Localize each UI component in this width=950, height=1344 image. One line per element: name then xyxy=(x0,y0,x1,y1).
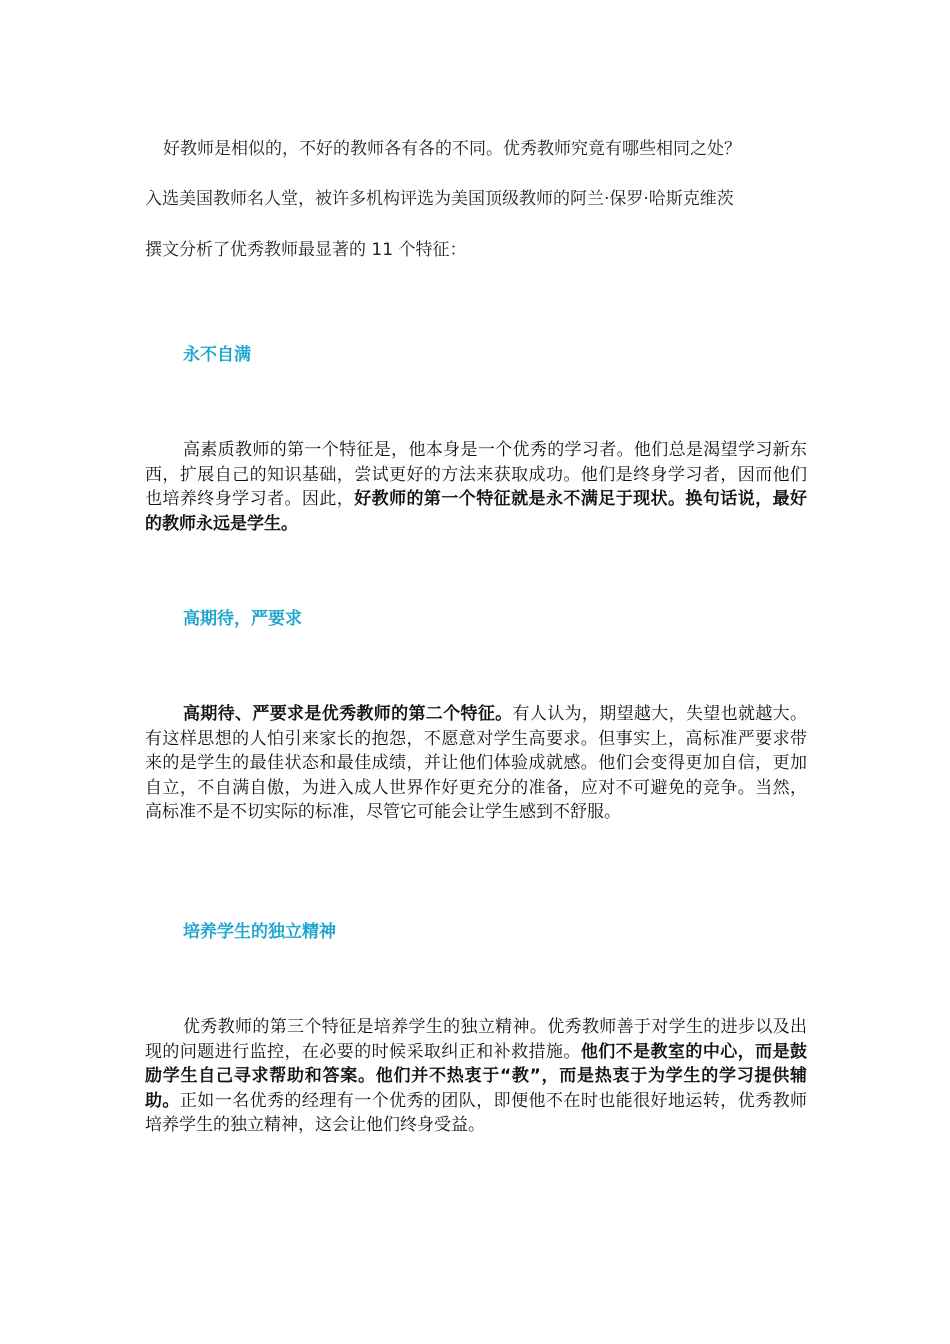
paragraph-3-text-a: 优秀教师的第三个特征是培养学生的独立精神。优秀教师善于对学生的进步以及出现的问题进行监控，在必要的时候采取纠正和补救措施。 xyxy=(145,1017,807,1062)
paragraph-2-emphasis: 高期待、严要求是优秀教师的第二个特征。 xyxy=(183,704,513,724)
paragraph-1-emphasis: 好教师的第一个特征就是永不满足于现状。换句话说，最好的教师永远是学生。 xyxy=(145,489,808,534)
paragraph-3-text-c: 正如一名优秀的经理有一个优秀的团队，即便他不在时也能很好地运转，优秀教师培养学生的独立精神，这会让他们终身受益。 xyxy=(145,1090,808,1135)
paragraph-3-emphasis: 他们不是教室的中心，而是鼓励学生自己寻求帮助和答案。他们并不热衷于“教”，而是热衷于为学生的学习提供辅助。 xyxy=(145,1041,808,1111)
intro-line-3: 撰文分析了优秀教师最显著的 11 个特征： xyxy=(145,240,467,260)
intro-line-2: 入选美国教师名人堂，被许多机构评选为美国顶级教师的阿兰·保罗·哈斯克维茨 xyxy=(145,189,734,209)
section-paragraph-1 xyxy=(145,438,807,536)
section-heading-3: 培养学生的独立精神 xyxy=(183,922,336,942)
intro-line-1: 好教师是相似的，不好的教师各有各的不同。优秀教师究竟有哪些相同之处？ xyxy=(163,139,741,159)
section-paragraph-2 xyxy=(145,702,807,825)
section-heading-2: 高期待，严要求 xyxy=(183,609,302,629)
paragraph-2-text-b: 有人认为，期望越大，失望也就越大。有这样思想的人怕引来家长的抱怨，不愿意对学生高要求。但事实上，高标准严要求带来的是学生的最佳状态和最佳成绩，并让他们体验成就感。他们会变得更加自信，更加自立，不自满自傲，为进入成人世界作好更充分的准备，应对不可避免的竞争。当然，高标准不是不切实际的标准，尽管它可能会让学生感到不舒服。 xyxy=(145,704,808,822)
paragraph-1-text-a: 高素质教师的第一个特征是，他本身是一个优秀的学习者。他们总是渴望学习新东西，扩展自己的知识基础，尝试更好的方法来获取成功。他们是终身学习者，因而他们也培养终身学习者。因此， xyxy=(145,440,807,509)
section-paragraph-3 xyxy=(145,1015,807,1138)
section-heading-1: 永不自满 xyxy=(183,345,251,365)
